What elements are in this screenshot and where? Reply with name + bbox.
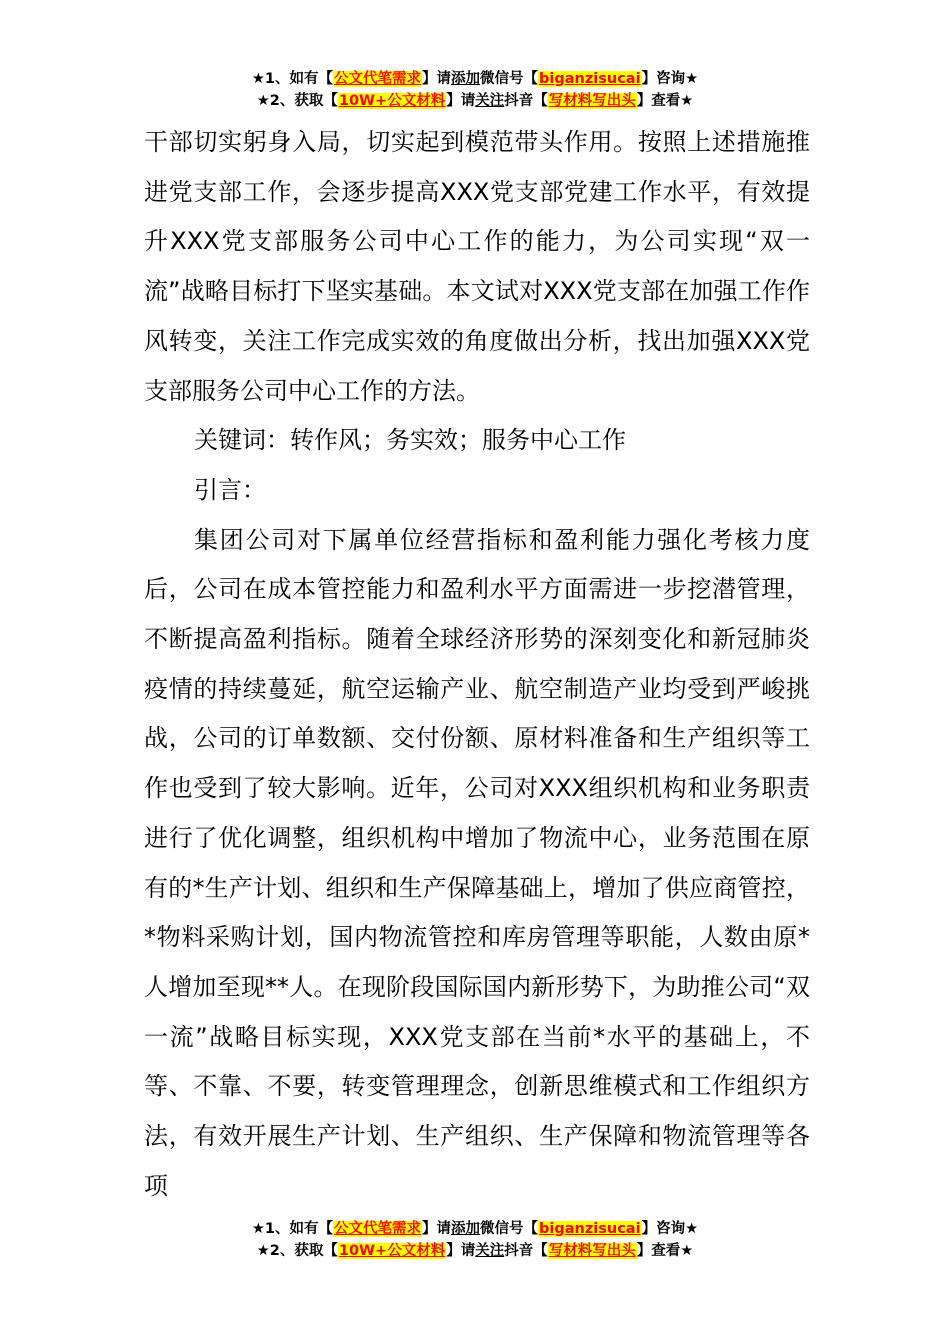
promo-highlight: 10W+公文材料 <box>338 1243 446 1259</box>
promo-line-1 <box>0 1218 950 1240</box>
promo-text: 】请 <box>422 1221 452 1237</box>
promo-underlined-text: 添加 <box>451 1221 481 1237</box>
promo-underlined-text: 添加 <box>451 71 481 87</box>
promo-text: 】查看★ <box>636 1243 694 1259</box>
wechat-id-highlight: biganzisucai <box>539 71 641 87</box>
promo-highlight: 公文代笔需求 <box>334 1221 422 1237</box>
top-promo-banner <box>0 68 950 112</box>
promo-text: 微信号【 <box>480 71 539 87</box>
douyin-id-highlight: 写材料写出头 <box>548 1243 636 1259</box>
promo-line-2 <box>0 1240 950 1262</box>
promo-underlined-text: 关注 <box>475 1243 505 1259</box>
intro-heading: 引言： <box>194 475 266 504</box>
promo-text: 】请 <box>446 93 476 109</box>
promo-text: 抖音【 <box>504 1243 548 1259</box>
promo-line-1 <box>0 68 950 90</box>
promo-text: 】查看★ <box>636 93 694 109</box>
promo-text: 微信号【 <box>480 1221 539 1237</box>
promo-text: 】请 <box>422 71 452 87</box>
keywords-line: 关键词：转作风；务实效；服务中心工作 <box>194 426 626 455</box>
bottom-promo-banner <box>0 1218 950 1262</box>
wechat-id-highlight: biganzisucai <box>539 1221 641 1237</box>
douyin-id-highlight: 写材料写出头 <box>548 93 636 109</box>
promo-highlight: 10W+公文材料 <box>338 93 446 109</box>
promo-underlined-text: 关注 <box>475 93 505 109</box>
abstract-paragraph: 干部切实躬身入局，切实起到模范带头作用。按照上述措施推进党支部工作，会逐步提高XXX党支部党建工作水平，有效提升XXX党支部服务公司中心工作的能力，为公司实现“双一流”战略目标打下坚实基础。本文试对XXX党支部在加强工作作风转变，关注工作完成实效的角度做出分析，找出加强XXX党支部服务公司中心工作的方法。 <box>144 128 810 405</box>
intro-paragraph: 集团公司对下属单位经营指标和盈利能力强化考核力度后，公司在成本管控能力和盈利水平方面需进一步挖潜管理，不断提高盈利指标。随着全球经济形势的深刻变化和新冠肺炎疫情的持续蔓延，航空运输产业、航空制造产业均受到严峻挑战，公司的订单数额、交付份额、原材料准备和生产组织等工作也受到了较大影响。近年，公司对XXX组织机构和业务职责进行了优化调整，组织机构中增加了物流中心，业务范围在原有的*生产计划、组织和生产保障基础上，增加了供应商管控，*物料采购计划，国内物流管控和库房管理等职能，人数由原*人增加至现**人。在现阶段国际国内新形势下，为助推公司“双一流”战略目标实现，XXX党支部在当前*水平的基础上，不等、不靠、不要，转变管理理念，创新思维模式和工作组织方法，有效开展生产计划、生产组织、生产保障和物流管理等各项 <box>144 525 810 1200</box>
document-body <box>144 118 810 1211</box>
promo-text: ★2、获取【 <box>256 93 338 109</box>
promo-text: 抖音【 <box>504 93 548 109</box>
promo-text: 】咨询★ <box>641 71 699 87</box>
promo-highlight: 公文代笔需求 <box>334 71 422 87</box>
promo-text: 】咨询★ <box>641 1221 699 1237</box>
promo-line-2 <box>0 90 950 112</box>
promo-text: ★1、如有【 <box>251 71 334 87</box>
promo-text: ★1、如有【 <box>251 1221 334 1237</box>
promo-text: ★2、获取【 <box>256 1243 338 1259</box>
promo-text: 】请 <box>446 1243 476 1259</box>
